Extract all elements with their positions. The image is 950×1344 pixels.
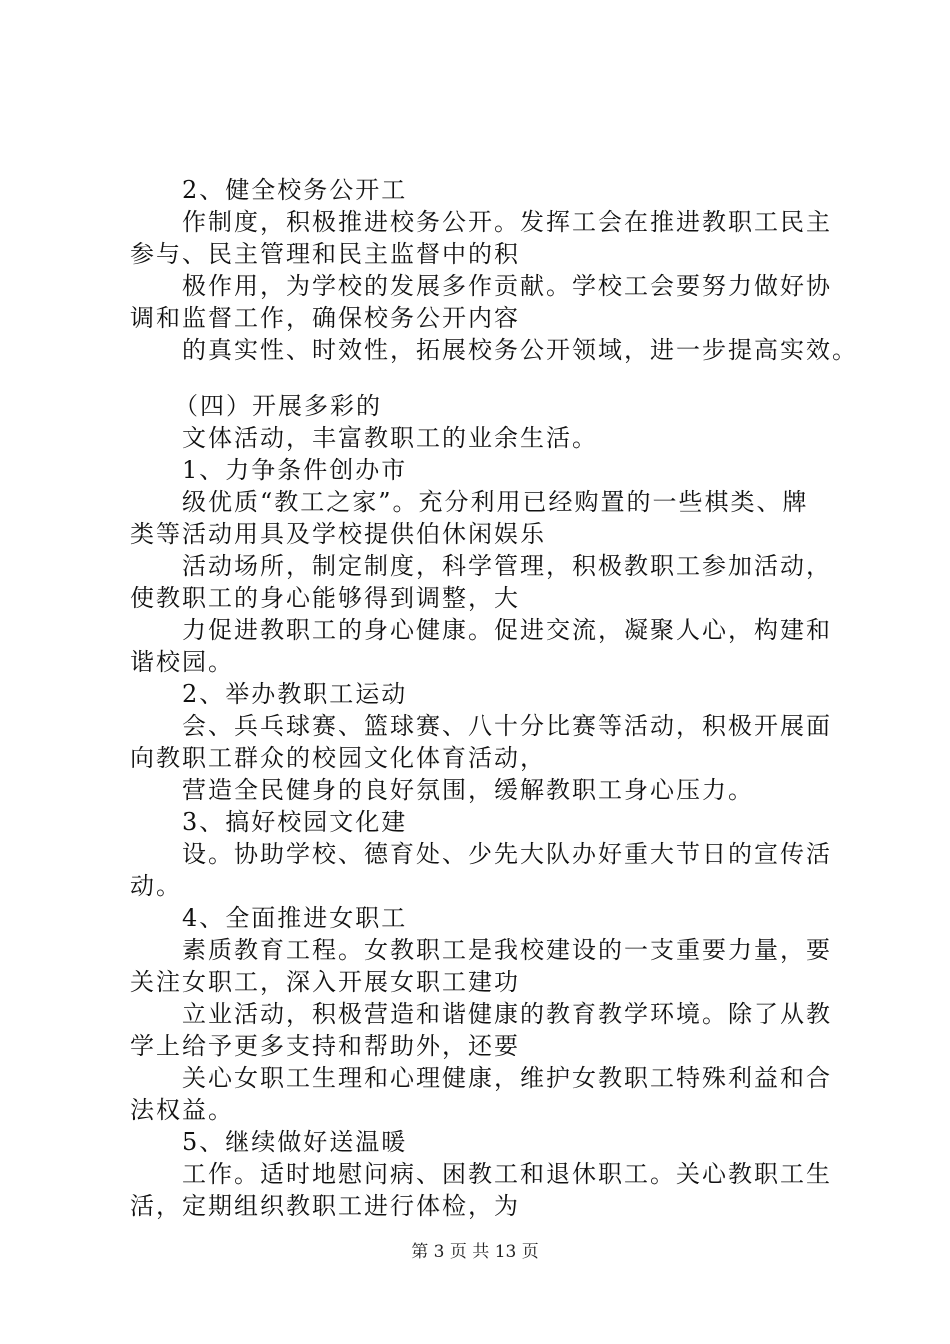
- text-line: 3、搞好校园文化建: [182, 808, 408, 836]
- text-line: 谐校园。: [130, 648, 234, 676]
- text-line: 的真实性、时效性，拓展校务公开领域，进一步提高实效。: [182, 336, 858, 364]
- text-line: 2、健全校务公开工: [182, 176, 408, 204]
- text-line: 关心女职工生理和心理健康，维护女教职工特殊利益和合: [182, 1064, 832, 1092]
- text-line: 会、兵乓球赛、篮球赛、八十分比赛等活动，积极开展面: [182, 712, 832, 740]
- text-line: 2、举办教职工运动: [182, 680, 408, 708]
- text-line: 类等活动用具及学校提供伯休闲娱乐: [130, 520, 546, 548]
- text-line: 工作。适时地慰问病、困教工和退休职工。关心教职工生: [182, 1160, 832, 1188]
- text-line: 1、力争条件创办市: [182, 456, 408, 484]
- text-line: 级优质“教工之家”。充分利用已经购置的一些棋类、牌: [182, 488, 809, 516]
- text-line: 动。: [130, 872, 182, 900]
- text-line: 力促进教职工的身心健康。促进交流，凝聚人心，构建和: [182, 616, 832, 644]
- section-heading: （四）开展多彩的: [174, 392, 382, 420]
- text-line: 学上给予更多支持和帮助外，还要: [130, 1032, 520, 1060]
- text-line: 设。协助学校、德育处、少先大队办好重大节日的宣传活: [182, 840, 832, 868]
- text-line: 活，定期组织教职工进行体检，为: [130, 1192, 520, 1220]
- text-line: 文体活动，丰富教职工的业余生活。: [182, 424, 598, 452]
- text-line: 4、全面推进女职工: [182, 904, 408, 932]
- text-line: 使教职工的身心能够得到调整，大: [130, 584, 520, 612]
- text-line: 素质教育工程。女教职工是我校建设的一支重要力量，要: [182, 936, 832, 964]
- text-line: 法权益。: [130, 1096, 234, 1124]
- text-line: 立业活动，积极营造和谐健康的教育教学环境。除了从教: [182, 1000, 832, 1028]
- page-number-footer: 第 3 页 共 13 页: [411, 1242, 539, 1262]
- text-line: 极作用，为学校的发展多作贡献。学校工会要努力做好协: [182, 272, 832, 300]
- text-line: 作制度，积极推进校务公开。发挥工会在推进教职工民主: [182, 208, 832, 236]
- text-line: 向教职工群众的校园文化体育活动，: [130, 744, 546, 772]
- text-line: 活动场所，制定制度，科学管理，积极教职工参加活动，: [182, 552, 832, 580]
- text-line: 调和监督工作，确保校务公开内容: [130, 304, 520, 332]
- text-line: 参与、民主管理和民主监督中的积: [130, 240, 520, 268]
- text-line: 营造全民健身的良好氛围，缓解教职工身心压力。: [182, 776, 754, 804]
- text-line: 关注女职工，深入开展女职工建功: [130, 968, 520, 996]
- text-line: 5、继续做好送温暖: [182, 1128, 408, 1156]
